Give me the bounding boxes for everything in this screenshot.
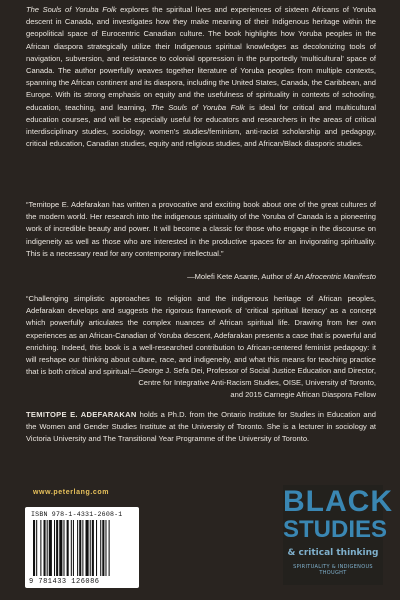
book-description [26,4,376,150]
series-logo-studies: STUDIES [283,516,388,543]
description-text-2: is ideal for critical and multicultural education courses, and will be especially useful for educators and researchers in the areas of critical interdisciplinary studies, sociology, women’s studies/feminism, anti-racist scholarship and pedagogy, critical education, Canadian studies, equity and religious studies, and African/Black diasporic studies. [26,102,376,149]
publisher-website-link[interactable]: www.peterlang.com [33,489,110,496]
dei-attribution-line-3: and 2015 Carnegie African Diaspora Fellow [230,390,376,399]
series-logo [283,485,393,585]
author-bio-text: holds a Ph.D. from the Ontario Institute for Studies in Education and the Women and Gender Studies Institute at the University of Toronto. She is a lecturer in sociology at Victoria University and The Transitional Year Programme of the University of Toronto. [26,410,376,444]
author-bio [26,409,376,446]
dei-attribution-line-2: Centre for Integrative Anti-Racism Studies, OISE, University of Toronto, [138,378,376,387]
barcode-bars [33,520,133,578]
endorsement-asante-attribution [56,271,376,283]
isbn-label: ISBN 978-1-4331-2608-1 [31,511,123,518]
endorsement-asante-quote: “Temitope E. Adefarakan has written a provocative and exciting book about one of the great cultures of the modern world. Her research into the indigenous spirituality of the Yoruba of Canada is a pioneering work of incredible beauty and power. It will become a classic for those who engage in the discourse on indigeneity as well as those who are interested in the productive spaces for an invigorating spirituality. This is a necessary read for any contemporary intellectual.” [26,200,376,258]
endorsement-dei-quote: “Challenging simplistic approaches to religion and the indigenous heritage of African peoples, Adefarakan develops and suggests the rigorous framework of ‘critical spiritual literacy’ as a concept which powerfully articulates the complex nuances of African spiritual life. Drawing from her own experiences as an African-Canadian of Yoruba descent, Adefarakan presents a case that is powerful and enriching. Indeed, this book is a well-researched contribution to African-centered feminist pedagogy: it will reshape our thinking about culture, race, and indigeneity, and what this means for teaching practice that is both critical and spiritual.” [26,294,376,377]
dei-attribution-line-1: —George J. Sefa Dei, Professor of Social Justice Education and Director, [130,366,376,375]
isbn-digits: 9 781433 126086 [29,578,100,586]
author-name: TEMITOPE E. ADEFARAKAN [26,410,137,419]
series-logo-black: BLACK [283,485,393,518]
book-title-italic-2: The Souls of Yoruba Folk [150,102,245,112]
isbn-barcode [25,507,139,588]
asante-attribution-prefix: —Molefi Kete Asante, Author of [187,272,295,281]
series-logo-subtitle: SPIRITUALITY & INDIGENOUS THOUGHT [293,564,373,576]
book-title-italic: The Souls of Yoruba Folk [26,5,117,14]
description-text-1: explores the spiritual lives and experiences of sixteen Africans of Yoruba descent in Canada, and investigates how they make meaning of their Indigenous heritage within the geopolitical space of Eurocentric Canadian culture. The book highlights how Yoruba peoples in the African diaspora strategically utilize their Indigenous spiritual knowledges as decolonizing tools of navigation, subversion, and resistance to colonial oppression in the purportedly ‘multicultural’ space of Canada. The author powerfully weaves together literature of Yoruba peoples from multiple contexts, spanning the African continent and its diaspora, including the United States, Canada, the Caribbean, and Europe. With its strong emphasis on equity and the usefulness of spirituality in contexts of schooling, education, teaching, and learning, [26,5,376,112]
series-logo-critical-thinking: & critical thinking [287,548,379,558]
asante-book-title: An Afrocentric Manifesto [294,272,376,281]
